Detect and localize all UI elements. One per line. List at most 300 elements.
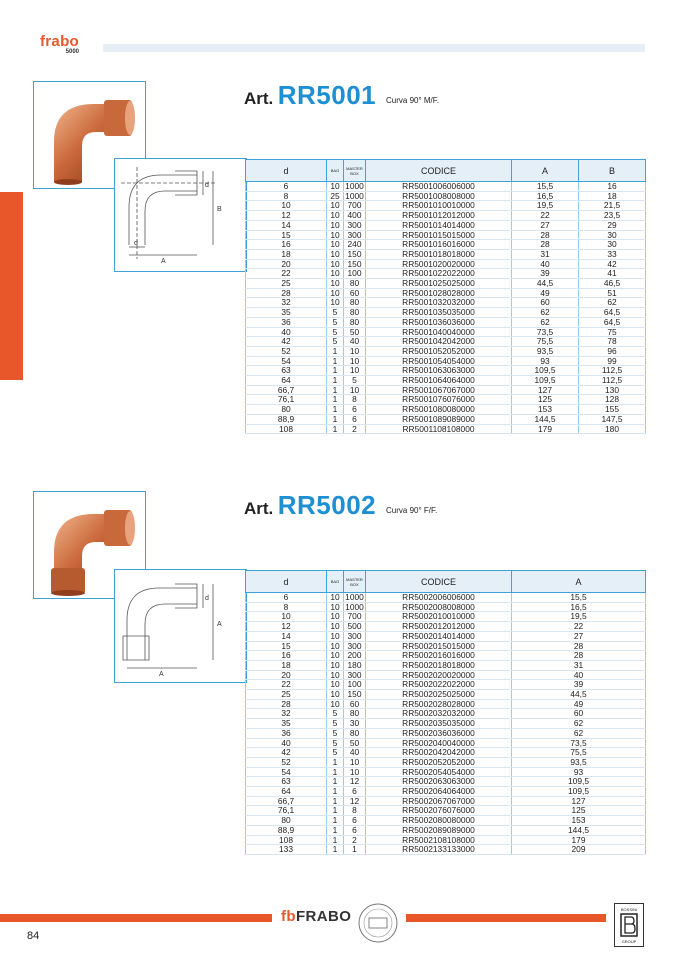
table-cell: 1000 <box>345 181 364 191</box>
table-cell: 109,5 <box>512 366 579 376</box>
table-cell: 10 <box>327 612 344 622</box>
table-cell: 54 <box>246 767 327 777</box>
table-cell: 10 <box>344 385 366 395</box>
table-cell: 10 <box>327 211 344 221</box>
column-header: MASTER BOX <box>344 160 366 182</box>
table-cell: 6 <box>246 593 327 603</box>
table-cell: RR5001035035000 <box>366 308 512 318</box>
table-cell: 5 <box>327 709 344 719</box>
table-cell: 100 <box>344 269 366 279</box>
table-cell: RR5001018018000 <box>366 249 512 259</box>
table-row <box>246 269 646 279</box>
table-row <box>246 835 646 845</box>
table-cell: 300 <box>344 670 366 680</box>
technical-drawing-rr5002 <box>114 569 247 683</box>
table-cell: RR5002054054000 <box>366 767 512 777</box>
table-cell: 22 <box>512 211 579 221</box>
table-cell: 73,5 <box>512 738 646 748</box>
table-cell: 39 <box>512 680 646 690</box>
table-cell: 10 <box>327 269 344 279</box>
table-cell: 1 <box>327 385 344 395</box>
logo-subtext: 5000 <box>65 49 79 55</box>
table-cell: 10 <box>327 622 344 632</box>
table-cell: 60 <box>512 709 646 719</box>
table-header-row <box>246 571 646 593</box>
table-cell: 10 <box>344 366 366 376</box>
table-cell: 12 <box>246 211 327 221</box>
table-cell: 127 <box>512 796 646 806</box>
table-cell: 36 <box>246 728 327 738</box>
table-cell: RR5001012012000 <box>366 211 512 221</box>
table-row <box>246 279 646 289</box>
table-cell: 10 <box>327 201 344 211</box>
table-cell: 10 <box>327 631 344 641</box>
table-cell: 80 <box>344 308 366 318</box>
table-row <box>246 757 646 767</box>
table-cell: 10 <box>327 298 344 308</box>
table-cell: 15,5 <box>512 593 646 603</box>
table-cell: 73,5 <box>512 327 579 337</box>
table-cell: 63 <box>246 366 327 376</box>
table-cell: 28 <box>512 240 579 250</box>
table-cell: 42 <box>579 259 646 269</box>
table-row <box>246 249 646 259</box>
table-row <box>246 405 646 415</box>
table-cell: 16,5 <box>512 191 579 201</box>
table-cell: RR5001020020000 <box>366 259 512 269</box>
table-row <box>246 641 646 651</box>
table-cell: 10 <box>327 680 344 690</box>
table-cell: 1000 <box>345 602 364 612</box>
logo-text: frabo <box>40 33 79 50</box>
table-cell: 1 <box>327 356 344 366</box>
table-cell: 80 <box>246 405 327 415</box>
table-row <box>246 825 646 835</box>
table-row <box>246 414 646 424</box>
table-cell: 30 <box>579 240 646 250</box>
article-description-rr5001: Curva 90° M/F. <box>386 96 439 105</box>
table-cell: 125 <box>512 395 579 405</box>
table-cell: RR5001052052000 <box>366 346 512 356</box>
table-cell: 108 <box>246 424 327 434</box>
table-cell: RR5002080080000 <box>366 816 512 826</box>
table-cell: RR5001006006000 <box>366 182 512 192</box>
table-cell: 10 <box>327 220 344 230</box>
table-cell: RR5001040040000 <box>366 327 512 337</box>
table-cell: 44,5 <box>512 279 579 289</box>
table-cell: 19,5 <box>512 612 646 622</box>
table-cell: 1 <box>327 424 344 434</box>
table-cell: 6 <box>344 787 366 797</box>
table-cell: 16,5 <box>512 602 646 612</box>
brand-prefix: fb <box>281 908 296 925</box>
column-header: d <box>246 571 327 593</box>
table-cell: 150 <box>344 690 366 700</box>
column-header: d <box>246 160 327 182</box>
table-cell: 1 <box>327 796 344 806</box>
group-label-top: BOSSINI <box>620 907 638 912</box>
table-cell: 93,5 <box>512 757 646 767</box>
column-header: B <box>579 160 646 182</box>
table-cell: RR5002040040000 <box>366 738 512 748</box>
art-prefix: Art. <box>244 89 274 108</box>
table-cell: 28 <box>512 651 646 661</box>
table-cell: RR5002067067000 <box>366 796 512 806</box>
table-cell: 5 <box>327 327 344 337</box>
table-row <box>246 346 646 356</box>
column-header: CODICE <box>366 571 512 593</box>
table-cell: RR5001014014000 <box>366 220 512 230</box>
table-cell: 150 <box>344 259 366 269</box>
table-cell: RR5002015015000 <box>366 641 512 651</box>
table-cell: 10 <box>327 279 344 289</box>
table-cell: RR5001025025000 <box>366 279 512 289</box>
table-cell: 108 <box>246 835 327 845</box>
table-row <box>246 806 646 816</box>
table-cell: RR5002018018000 <box>366 660 512 670</box>
table-cell: 10 <box>327 651 344 661</box>
table-row <box>246 240 646 250</box>
dim-label-a: A <box>159 671 164 678</box>
table-cell: 18 <box>246 660 327 670</box>
table-cell: 10 <box>327 240 344 250</box>
table-cell: 62 <box>512 728 646 738</box>
table-cell: 1 <box>327 816 344 826</box>
table-row <box>246 395 646 405</box>
table-cell: 40 <box>246 327 327 337</box>
header-bar <box>103 44 645 52</box>
table-cell: 144,5 <box>512 825 646 835</box>
table-cell: RR5001015015000 <box>366 230 512 240</box>
article-description-rr5002: Curva 90° F/F. <box>386 506 438 515</box>
table-row <box>246 670 646 680</box>
table-cell: 62 <box>512 719 646 729</box>
table-cell: 15 <box>246 641 327 651</box>
table-cell: RR5002014014000 <box>366 631 512 641</box>
table-cell: 400 <box>344 211 366 221</box>
table-row <box>246 651 646 661</box>
table-cell: RR5001064064000 <box>366 376 512 386</box>
table-cell: 5 <box>327 719 344 729</box>
table-cell: 40 <box>512 670 646 680</box>
brand-name: FRABO <box>295 908 352 925</box>
table-row <box>246 317 646 327</box>
table-cell: RR5002108108000 <box>366 835 512 845</box>
table-row <box>246 680 646 690</box>
table-cell: 153 <box>512 816 646 826</box>
table-cell: 76,1 <box>246 806 327 816</box>
table-cell: 40 <box>246 738 327 748</box>
table-cell: 10 <box>246 201 327 211</box>
table-cell: 700 <box>344 612 366 622</box>
table-cell: 28 <box>512 230 579 240</box>
table-row <box>246 220 646 230</box>
art-prefix: Art. <box>244 499 274 518</box>
table-cell: 14 <box>246 631 327 641</box>
table-cell: 109,5 <box>512 787 646 797</box>
table-cell: 150 <box>344 249 366 259</box>
table-cell: 200 <box>344 651 366 661</box>
table-cell: 10 <box>327 259 344 269</box>
table-cell: 128 <box>579 395 646 405</box>
table-cell: 25 <box>246 279 327 289</box>
table-cell: 16 <box>579 182 646 192</box>
table-cell: 10 <box>344 767 366 777</box>
table-row <box>246 191 646 201</box>
table-cell: RR5001032032000 <box>366 298 512 308</box>
table-cell: 6 <box>344 405 366 415</box>
table-cell: 42 <box>246 748 327 758</box>
table-cell: 22 <box>512 622 646 632</box>
dim-label-d: d <box>205 182 209 189</box>
column-header: BAG <box>327 571 344 593</box>
table-cell: 10 <box>344 356 366 366</box>
table-cell: 10 <box>327 249 344 259</box>
table-cell: 36 <box>246 317 327 327</box>
table-cell: 1 <box>327 757 344 767</box>
table-row <box>246 699 646 709</box>
table-cell: RR5001089089000 <box>366 414 512 424</box>
table-cell: 31 <box>512 249 579 259</box>
table-cell: RR5002028028000 <box>366 699 512 709</box>
table-cell: 80 <box>246 816 327 826</box>
table-cell: 5 <box>344 376 366 386</box>
table-cell: RR5002064064000 <box>366 787 512 797</box>
dim-label-b: B <box>217 206 222 213</box>
table-cell: 125 <box>512 806 646 816</box>
table-cell: 10 <box>327 641 344 651</box>
table-cell: 46,5 <box>579 279 646 289</box>
table-cell: 18 <box>579 191 646 201</box>
article-title-rr5001 <box>244 80 376 111</box>
table-cell: 130 <box>579 385 646 395</box>
table-cell: 27 <box>512 631 646 641</box>
table-cell: 42 <box>246 337 327 347</box>
table-cell: 180 <box>579 424 646 434</box>
table-cell: 18 <box>246 249 327 259</box>
table-cell: 41 <box>579 269 646 279</box>
table-cell: 93,5 <box>512 346 579 356</box>
table-cell: 52 <box>246 757 327 767</box>
table-cell: 8 <box>344 806 366 816</box>
certification-seal-icon <box>357 902 399 944</box>
table-row <box>246 366 646 376</box>
table-cell: 30 <box>344 719 366 729</box>
table-cell: 209 <box>512 845 646 855</box>
table-row <box>246 593 646 603</box>
table-cell: RR5002012012000 <box>366 622 512 632</box>
art-code: RR5002 <box>277 490 377 520</box>
dim-label-d2: d <box>134 240 138 247</box>
table-row <box>246 327 646 337</box>
table-cell: 80 <box>344 279 366 289</box>
dim-label-a2: A <box>217 621 222 628</box>
table-cell: 25 <box>246 690 327 700</box>
table-cell: 5 <box>327 317 344 327</box>
spec-table-rr5001 <box>245 159 646 434</box>
table-cell: 40 <box>344 337 366 347</box>
table-cell: 49 <box>512 699 646 709</box>
table-row <box>246 211 646 221</box>
table-cell: RR5001076076000 <box>366 395 512 405</box>
table-cell: 50 <box>344 738 366 748</box>
table-cell: 10 <box>327 660 344 670</box>
table-cell: 93 <box>512 356 579 366</box>
table-cell: 15,5 <box>512 182 579 192</box>
table-cell: 6 <box>344 414 366 424</box>
table-row <box>246 622 646 632</box>
dim-label-d: d <box>205 595 209 602</box>
table-row <box>246 356 646 366</box>
table-cell: 179 <box>512 424 579 434</box>
table-cell: 44,5 <box>512 690 646 700</box>
table-row <box>246 337 646 347</box>
table-cell: 49 <box>512 288 579 298</box>
table-cell: RR5001054054000 <box>366 356 512 366</box>
table-cell: RR5002052052000 <box>366 757 512 767</box>
table-cell: 35 <box>246 719 327 729</box>
table-row <box>246 376 646 386</box>
side-accent-bar <box>0 192 23 380</box>
table-cell: 15 <box>246 230 327 240</box>
table-cell: 1 <box>327 376 344 386</box>
table-cell: 62 <box>512 317 579 327</box>
table-cell: 1 <box>327 787 344 797</box>
table-cell: RR5002032032000 <box>366 709 512 719</box>
table-cell: 27 <box>512 220 579 230</box>
column-header: CODICE <box>366 160 512 182</box>
table-cell: 133 <box>246 845 327 855</box>
table-row <box>246 201 646 211</box>
table-cell: 28 <box>512 641 646 651</box>
table-row <box>246 298 646 308</box>
table-cell: 66,7 <box>246 385 327 395</box>
table-cell: 64,5 <box>579 317 646 327</box>
footer-bar-left <box>0 914 272 922</box>
table-cell: 35 <box>246 308 327 318</box>
table-cell: 22 <box>246 680 327 690</box>
table-cell: 21,5 <box>579 201 646 211</box>
table-cell: 16 <box>246 651 327 661</box>
table-cell: 10 <box>327 602 344 612</box>
table-cell: 6 <box>344 825 366 835</box>
table-cell: RR5001036036000 <box>366 317 512 327</box>
bossini-group-logo <box>614 903 644 947</box>
table-cell: 1 <box>327 346 344 356</box>
table-cell: 60 <box>512 298 579 308</box>
column-header: MASTER BOX <box>344 571 366 593</box>
table-cell: 75 <box>579 327 646 337</box>
table-cell: 64 <box>246 787 327 797</box>
table-cell: 1 <box>344 845 366 855</box>
table-cell: 64 <box>246 376 327 386</box>
table-row <box>246 748 646 758</box>
table-cell: RR5001010010000 <box>366 201 512 211</box>
table-cell: 93 <box>512 767 646 777</box>
table-cell: RR5002063063000 <box>366 777 512 787</box>
table-cell: 96 <box>579 346 646 356</box>
table-cell: 12 <box>344 777 366 787</box>
table-cell: 10 <box>327 288 344 298</box>
table-cell: 40 <box>512 259 579 269</box>
table-cell: 22 <box>246 269 327 279</box>
table-cell: 75,5 <box>512 337 579 347</box>
table-row <box>246 612 646 622</box>
table-cell: 33 <box>579 249 646 259</box>
table-cell: 80 <box>344 709 366 719</box>
art-code: RR5001 <box>277 80 377 110</box>
table-cell: 1 <box>327 835 344 845</box>
table-cell: 16 <box>246 240 327 250</box>
table-cell: RR5002133133000 <box>366 845 512 855</box>
table-cell: 51 <box>579 288 646 298</box>
column-header: A <box>512 571 646 593</box>
table-cell: 64,5 <box>579 308 646 318</box>
table-row <box>246 845 646 855</box>
table-row <box>246 182 646 192</box>
table-row <box>246 738 646 748</box>
table-cell: RR5002035035000 <box>366 719 512 729</box>
table-cell: 1 <box>327 767 344 777</box>
footer-bar-right <box>406 914 606 922</box>
table-cell: 80 <box>344 317 366 327</box>
table-cell: 127 <box>512 385 579 395</box>
table-cell: 1 <box>327 825 344 835</box>
table-cell: 20 <box>246 670 327 680</box>
table-cell: 31 <box>512 660 646 670</box>
table-cell: 8 <box>246 602 327 612</box>
table-cell: 75,5 <box>512 748 646 758</box>
table-cell: 28 <box>246 699 327 709</box>
table-cell: 8 <box>344 395 366 405</box>
table-cell: 6 <box>246 182 327 192</box>
spec-table-rr5002 <box>245 570 646 855</box>
table-row <box>246 787 646 797</box>
table-row <box>246 424 646 434</box>
table-cell: 240 <box>344 240 366 250</box>
table-cell: 62 <box>579 298 646 308</box>
table-cell: RR5002076076000 <box>366 806 512 816</box>
table-cell: RR5002089089000 <box>366 825 512 835</box>
table-cell: RR5002036036000 <box>366 728 512 738</box>
table-row <box>246 631 646 641</box>
table-row <box>246 288 646 298</box>
table-cell: RR5001042042000 <box>366 337 512 347</box>
table-cell: RR5001028028000 <box>366 288 512 298</box>
table-cell: 1 <box>327 366 344 376</box>
table-cell: 6 <box>344 816 366 826</box>
table-cell: 180 <box>344 660 366 670</box>
dim-label-a: A <box>161 258 166 265</box>
elbow-drawing <box>115 159 246 271</box>
table-cell: 5 <box>327 308 344 318</box>
table-cell: 32 <box>246 298 327 308</box>
table-cell: 300 <box>344 631 366 641</box>
table-row <box>246 728 646 738</box>
table-cell: 300 <box>344 220 366 230</box>
table-cell: 1 <box>327 414 344 424</box>
table-cell: 10 <box>344 757 366 767</box>
table-row <box>246 796 646 806</box>
table-cell: 10 <box>327 593 344 603</box>
table-cell: 30 <box>579 230 646 240</box>
table-cell: RR5002006006000 <box>366 593 512 603</box>
table-cell: 2 <box>344 835 366 845</box>
table-cell: RR5002016016000 <box>366 651 512 661</box>
table-cell: 700 <box>344 201 366 211</box>
table-cell: 1 <box>327 845 344 855</box>
table-cell: 14 <box>246 220 327 230</box>
